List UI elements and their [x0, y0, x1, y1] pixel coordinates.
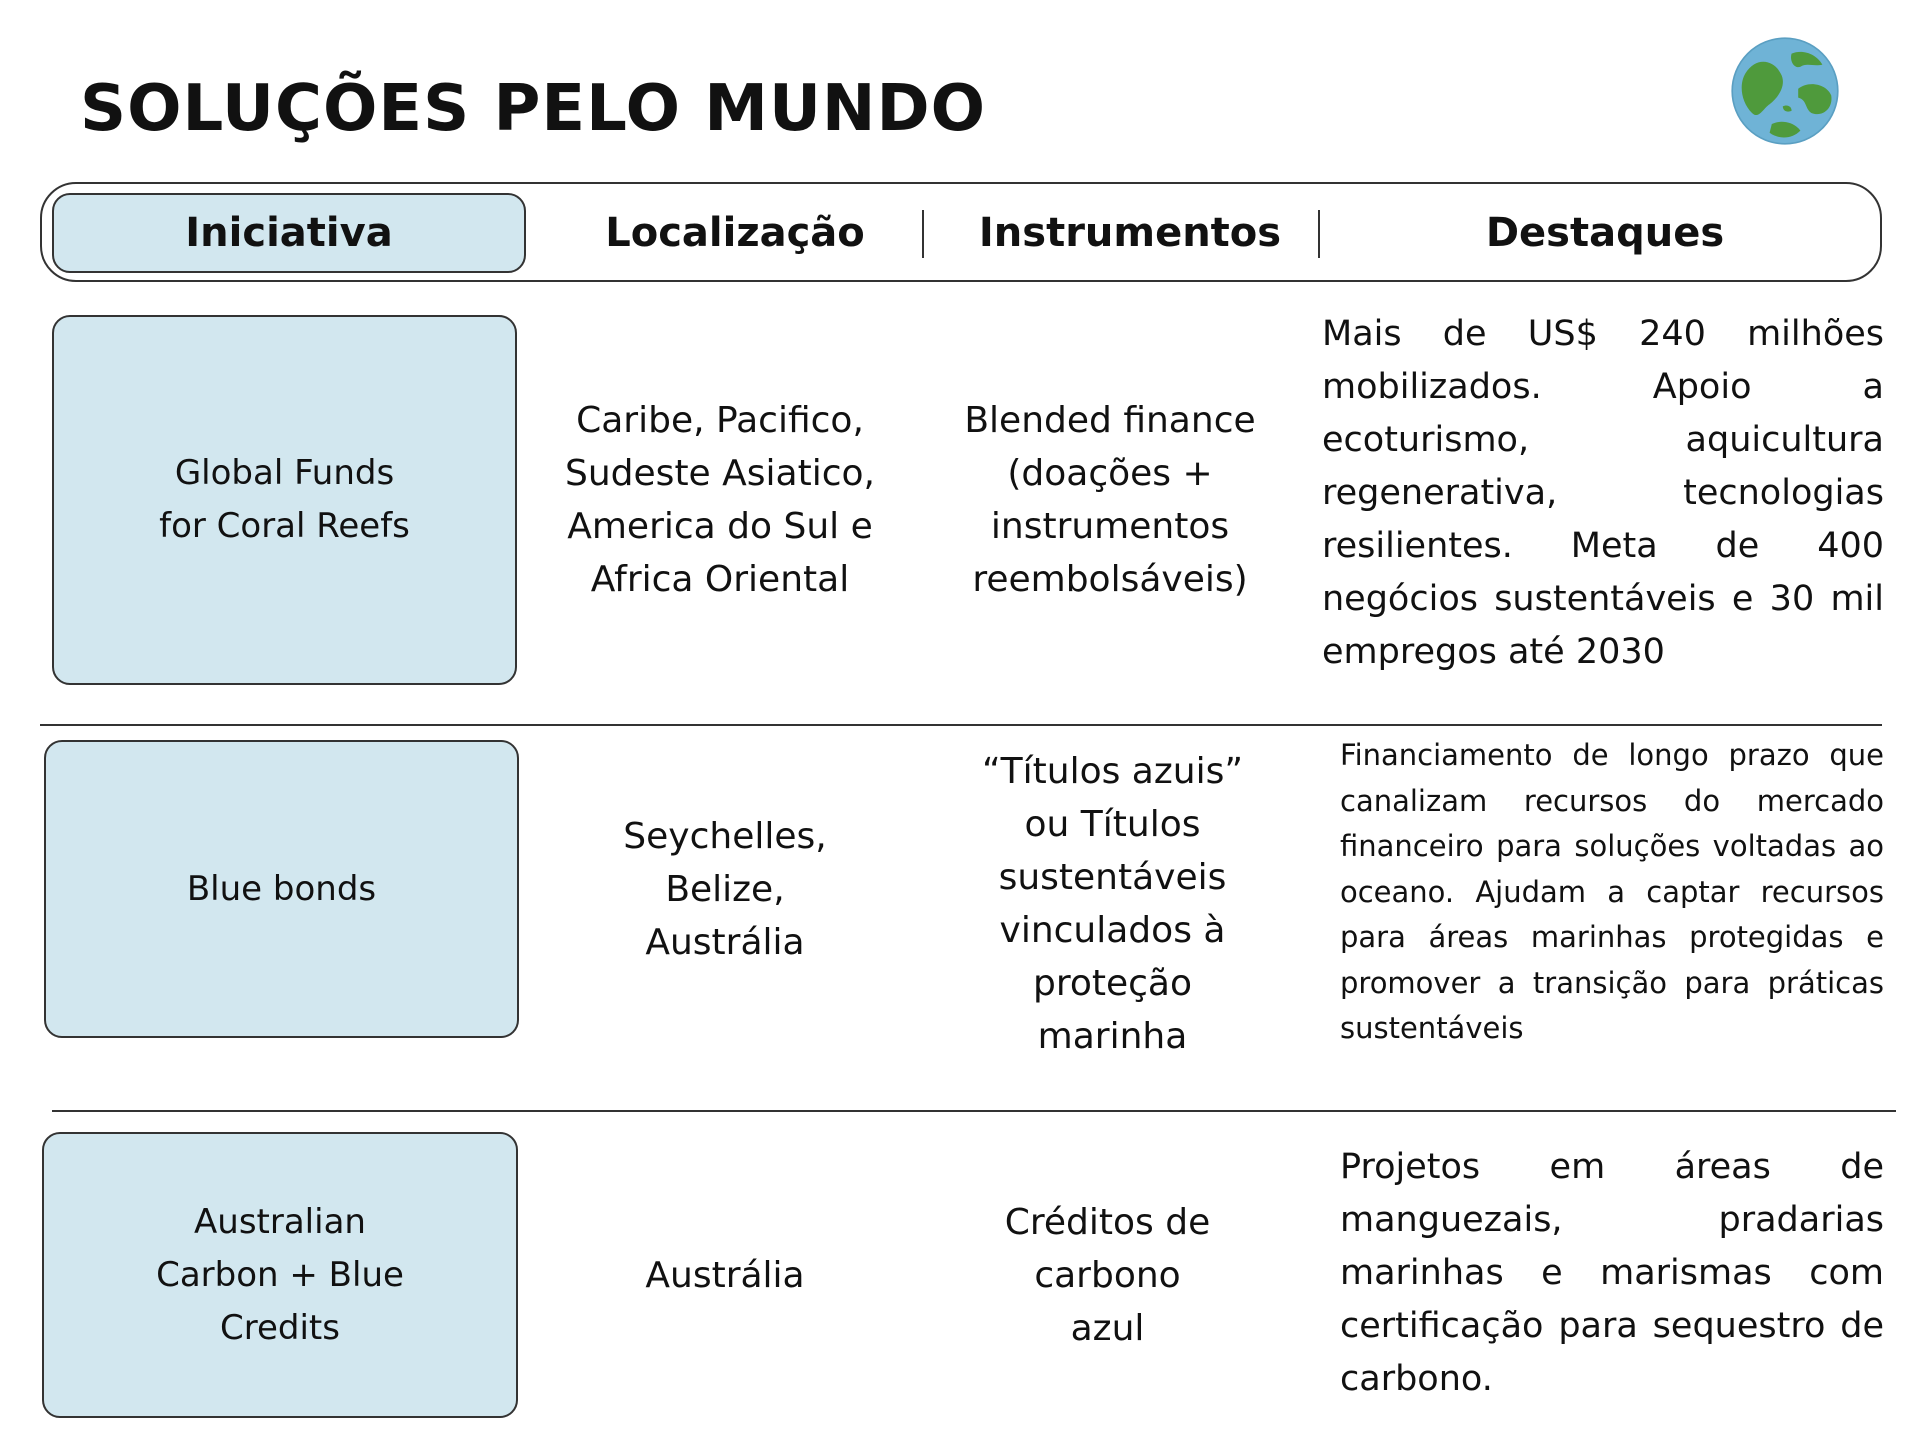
location-cell	[540, 1132, 910, 1418]
header-iniciativa: Iniciativa	[185, 210, 393, 256]
header-localizacao: Localização	[605, 210, 865, 256]
highlights-text: Mais de US$ 240 milhões mobilizados. Apoio a ecoturismo, aquicultura regenerativa, tecnologias resilientes. Meta de 400 negócios sustentáveis e 30 mil empregos até 2030	[1322, 314, 1884, 672]
instruments-line: sustentáveis	[998, 857, 1227, 898]
instruments-line: marinha	[1037, 1016, 1188, 1057]
location-line: Belize,	[665, 868, 785, 910]
instruments-line: Blended finance	[964, 400, 1256, 441]
location-line: America do Sul e	[567, 506, 873, 547]
page-title: SOLUÇÕES PELO MUNDO	[80, 72, 986, 146]
highlights-text: Financiamento de longo prazo que canalizam recursos do mercado financeiro para soluções voltadas ao oceano. Ajudam a captar recursos para áreas marinhas protegidas e promover a transição para práticas sustentáveis	[1340, 738, 1884, 1045]
instruments-line: vinculados à	[999, 910, 1226, 951]
instruments-line: Créditos de	[1004, 1201, 1211, 1243]
row-divider	[52, 1110, 1896, 1112]
location-line: Seychelles,	[623, 815, 827, 857]
row-divider	[40, 724, 1882, 726]
instruments-line: “Títulos azuis”	[982, 751, 1243, 792]
instruments-line: carbono	[1034, 1254, 1181, 1296]
instruments-line: azul	[1070, 1307, 1145, 1349]
initiative-line: Credits	[220, 1307, 340, 1348]
initiative-box	[52, 315, 517, 685]
instruments-line: reembolsáveis)	[972, 559, 1248, 600]
globe-icon	[1730, 36, 1840, 146]
initiative-line: Global Funds	[174, 453, 395, 493]
header-divider	[1318, 210, 1320, 258]
location-line: Africa Oriental	[590, 559, 850, 600]
initiative-line: Blue bonds	[186, 868, 377, 909]
location-cell	[540, 740, 910, 1038]
header-divider	[922, 210, 924, 258]
initiative-line: Australian	[194, 1201, 366, 1242]
instruments-cell	[930, 1132, 1285, 1418]
header-instrumentos: Instrumentos	[978, 210, 1282, 256]
location-line: Sudeste Asiatico,	[565, 453, 875, 494]
location-cell	[540, 315, 900, 685]
initiative-line: for Coral Reefs	[159, 506, 410, 546]
location-line: Austrália	[645, 921, 805, 963]
initiative-box	[42, 1132, 518, 1418]
initiative-line: Carbon + Blue	[156, 1254, 404, 1295]
location-line: Austrália	[645, 1254, 805, 1296]
initiative-box	[44, 740, 519, 1038]
instruments-cell	[930, 740, 1295, 1068]
highlights-text: Projetos em áreas de manguezais, pradarias marinhas e marismas com certificação para sequestro de carbono.	[1340, 1147, 1884, 1399]
instruments-line: proteção	[1032, 963, 1192, 1004]
instruments-cell	[930, 315, 1290, 685]
instruments-line: ou Títulos	[1024, 804, 1201, 845]
instruments-line: (doações +	[1007, 453, 1213, 494]
instruments-line: instrumentos	[990, 506, 1230, 547]
location-line: Caribe, Pacifico,	[576, 400, 864, 441]
header-destaques: Destaques	[1485, 210, 1725, 256]
